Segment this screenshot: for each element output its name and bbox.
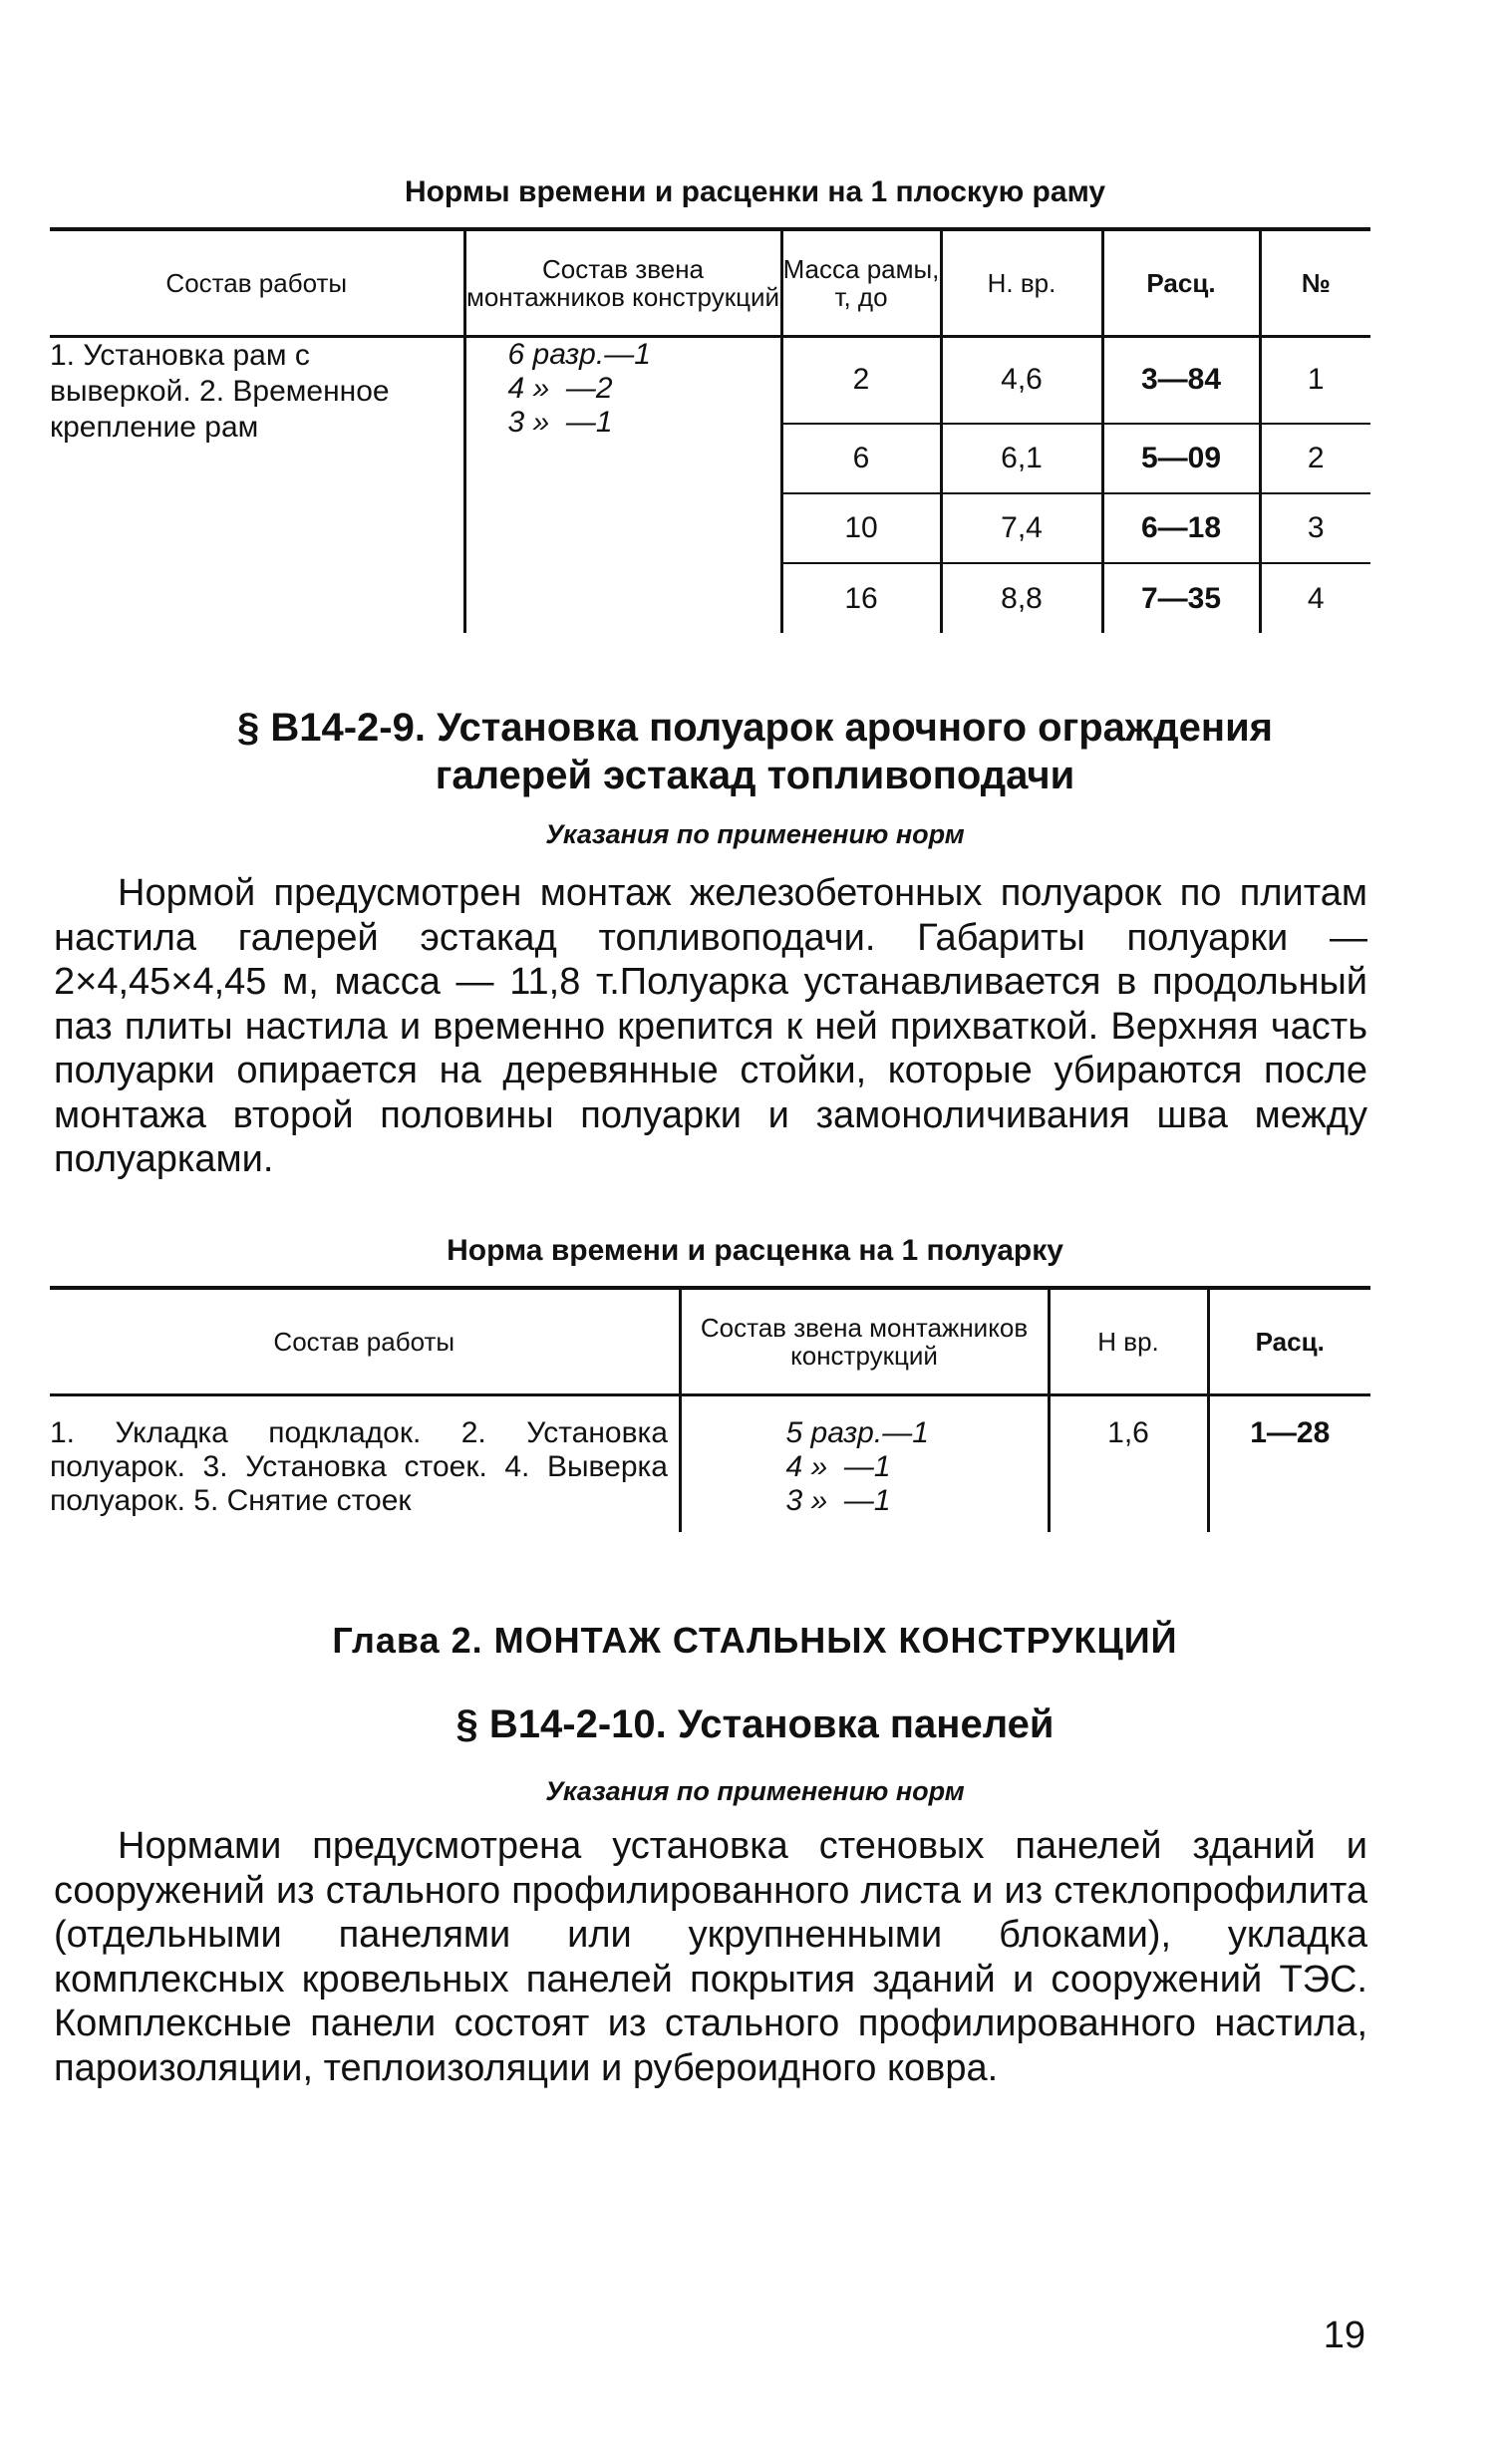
- section1-subtitle: Указания по применению норм: [545, 819, 965, 849]
- table1-mass-cell: 10: [781, 493, 941, 563]
- table2-work-cell: [50, 1394, 680, 1532]
- table2-time-cell: 1,6: [1049, 1394, 1208, 1532]
- crew-line: 4 » —1: [785, 1449, 891, 1483]
- table1-time-cell: 4,6: [941, 336, 1102, 424]
- table1-caption: Нормы времени и расценки на 1 плоскую раму: [404, 175, 1106, 208]
- table1-crew-cell: [464, 336, 781, 633]
- table1-header-num: №: [1260, 229, 1370, 336]
- table1-mass-cell: 16: [781, 563, 941, 633]
- table1-time-cell: 6,1: [941, 424, 1102, 493]
- table1-rate-cell: 5—09: [1102, 424, 1260, 493]
- table1-work-cell: [50, 336, 464, 633]
- section2-title: § В14-2-10. Установка панелей: [455, 1702, 1055, 1746]
- table1-time-cell: 8,8: [941, 563, 1102, 633]
- table2-caption: Норма времени и расценка на 1 полуарку: [447, 1234, 1063, 1267]
- table2-work-text: 1. Укладка подкладок. 2. Установка полуарок. 3. Установка стоек. 4. Выверка полуарок. 5. Снятие стоек: [50, 1415, 668, 1517]
- table1-time-cell: 7,4: [941, 493, 1102, 563]
- table2-header-crew: Состав звена монтажников конструкций: [680, 1288, 1049, 1394]
- table2-header-work: Состав работы: [50, 1288, 680, 1394]
- table2: [50, 1286, 1370, 1532]
- table1-mass-cell: 2: [781, 336, 941, 424]
- chapter-title: Глава 2. МОНТАЖ СТАЛЬНЫХ КОНСТРУКЦИЙ: [332, 1620, 1178, 1661]
- table1-num-cell: 1: [1260, 336, 1370, 424]
- section1-text: Нормой предусмотрен монтаж железобетонных полуарок по плитам настила галерей эстакад топливоподачи. Габариты полуарки — 2×4,45×4,45 м, масса — 11,8 т.Полуарка устанавливается в продольный паз плиты настила и временно крепится к ней прихваткой. Верхняя часть полуарки опирается на деревянные стойки, которые убираются после монтажа второй половины полуарки и замоноличивания шва между полуарками.: [54, 872, 1367, 1180]
- table1-rate-cell: 7—35: [1102, 563, 1260, 633]
- table1-work-text: 1. Установка рам с выверкой. 2. Временное крепление рам: [50, 338, 390, 444]
- page-number: 19: [1323, 2314, 1365, 2356]
- table1-header-crew: Состав звена монтажников конструкций: [464, 229, 781, 336]
- table2-header-rate: Расц.: [1208, 1288, 1370, 1394]
- crew-line: 3 » —1: [785, 1483, 891, 1517]
- crew-line: 5 разр.—1: [785, 1415, 929, 1449]
- table2-header-time: Н вр.: [1049, 1288, 1208, 1394]
- table1-header-work: Состав работы: [50, 229, 464, 336]
- crew-line: 6 разр.—1: [507, 337, 651, 371]
- section1-title: § В14-2-9. Установка полуарок арочного ограждения галерей эстакад топливоподачи: [236, 706, 1274, 797]
- table1-rate-cell: 3—84: [1102, 336, 1260, 424]
- table1: [50, 227, 1370, 633]
- table1-num-cell: 3: [1260, 493, 1370, 563]
- table1-num-cell: 2: [1260, 424, 1370, 493]
- section2-text: Нормами предусмотрена установка стеновых панелей зданий и сооружений из стального профилированного листа и из стеклопрофилита (отдельными панелями или укрупненными блоками), укладка комплексных кровельных панелей покрытия зданий и сооружений ТЭС. Комплексные панели состоят из стального профилированного настила, пароизоляции, теплоизоляции и рубероидного ковра.: [54, 1825, 1367, 2089]
- crew-line: 4 » —2: [507, 371, 613, 405]
- section2-subtitle: Указания по применению норм: [545, 1776, 965, 1806]
- crew-line: 3 » —1: [507, 405, 613, 439]
- table2-rate-cell: 1—28: [1208, 1394, 1370, 1532]
- table2-crew-cell: [680, 1394, 1049, 1532]
- table1-rate-cell: 6—18: [1102, 493, 1260, 563]
- table1-num-cell: 4: [1260, 563, 1370, 633]
- table1-header-rate: Расц.: [1102, 229, 1260, 336]
- table1-header-mass: Масса рамы, т, до: [781, 229, 941, 336]
- table1-header-time: Н. вр.: [941, 229, 1102, 336]
- table1-mass-cell: 6: [781, 424, 941, 493]
